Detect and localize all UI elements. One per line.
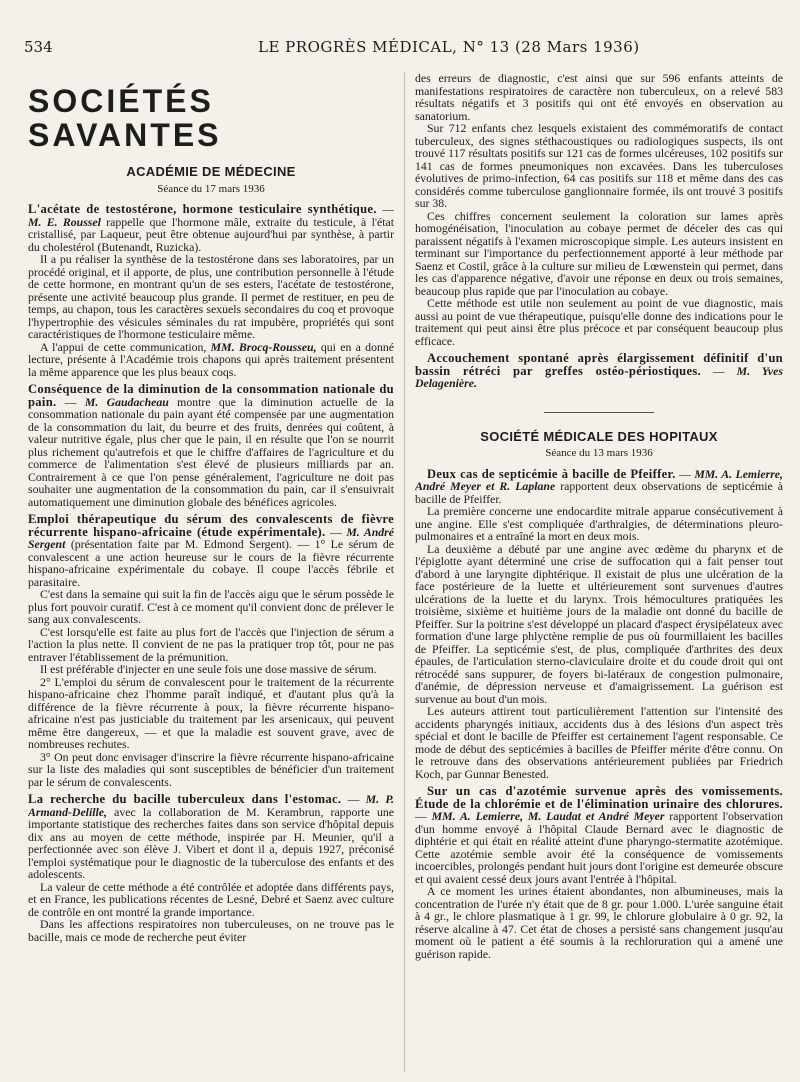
running-header	[0, 38, 800, 58]
article-author: M. Gaudacheau	[84, 394, 169, 409]
paragraph: 3° On peut donc envisager d'inscrire la fièvre récurrente hispano-africaine sur la liste des maladies qui sont susceptibles de bénéficier d'un traitement par le sérum de convalescents.	[28, 749, 394, 789]
page-number: 534	[24, 38, 53, 56]
left-column	[28, 72, 394, 1072]
article-body: montre que la diminution actuelle de la consommation nationale du pain ayant été compensée par une augmentation de la consommation du lait, du beurre et des fruits, denrées qui coûtent, à valeur nutritive égale, plus cher que le pain, il en résulte que l'on se nourrit plus richement qu'autrefois et que le chiffre d'affaires de l'agriculture et du commerce de l'alimentation s'est élevé de plusieurs milliards par an. Contrairement à ce que l'on pense généralement, l'agriculture ne doit pas souhaiter une augmentation de la consommation du pain, car il s'ensuivrait automatiquement une diminution globale des bénéfices agricoles.	[28, 394, 394, 509]
column-divider	[404, 72, 405, 1072]
paragraph: La valeur de cette méthode a été contrôlée et adoptée dans différents pays, et en France, les publications récentes de Lesné, Debré et Saenz avec culture de contrôle en ont montré la grande importance.	[28, 879, 394, 919]
article-bacille: La recherche du bacille tuberculeux dans l'estomac. — M. P. Armand-Delille, avec la collaboration de M. Kerambrun, rapporte une importante statistique des recherches faites dans son service d'hôpital depuis dix ans au moyen de cette méthode, inspirée par H. Meunier, qu'il a perfectionnée avec son élève J. Vibert et dont il a, depuis 1927, préconisé l'emploi systématique pour le diagnostic de la tuberculose des enfants et des adolescents. La valeur de cette méthode a été contrôlée et adoptée dans différents pays, et en France, les publications récentes de Lesné, Debré et Saenz avec culture de contrôle en ont montré la grande importance. Dans les affections respiratoires non tuberculeuses, on ne trouve pas le bacille, mais ce mode de recherche peut éviter	[28, 792, 394, 944]
paragraph: qui en a donné lecture, présente à l'Académie trois chapons qui après traitement présentent la même apparence que les plus beaux coqs.	[28, 339, 394, 379]
session-date-hopitaux: Séance du 13 mars 1936	[545, 447, 653, 459]
journal-title: LE PROGRÈS MÉDICAL, N° 13 (28 Mars 1936)	[258, 38, 640, 56]
article-title: L'acétate de testostérone, hormone testiculaire synthétique.	[28, 202, 377, 216]
paragraph: Il a pu réaliser la synthèse de la testostérone dans ses laboratoires, par un procédé original, et il apporte, de plus, une contribution personnelle à l'étude de cette hormone, en montrant qu'un de ses esters, l'acétate de testostérone, présente une activité beaucoup plus grande. Il permet de restituer, en peu de temps, au chapon, tous les caractères sexuels secondaires du coq et provoque l'hypertrophie des vésicules séminales du rat impubère, propriétés qui sont caractéristiques de l'hormone testiculaire même.	[28, 252, 394, 341]
paragraph: Les auteurs attirent tout particulièrement l'attention sur l'intensité des accidents pharyngés initiaux, accidents dus à des lésions d'un aspect très spécial et dont le bacille de Pfeiffer est certainement l'agent responsable. Ce mode de début des septicémies à bacilles de Pfeiffer mérite d'être connu. On le retrouve dans des observations antérieurement publiées par Friedrich Koch, par Gunnar Benested.	[415, 704, 783, 781]
paragraph: C'est dans la semaine qui suit la fin de l'accès aigu que le sérum possède le plus fort pouvoir curatif. C'est à ce moment qu'il convient donc de prélever le sang aux convalescents.	[28, 587, 394, 626]
article-body: rapportent deux observations de septicémie à bacille de Pfeiffer.	[415, 479, 783, 506]
paragraph: Sur 712 enfants chez lesquels existaient des commémoratifs de contact tuberculeux, des signes stéthacoustiques ou radiologiques suspects, ils ont trouvé 117 résultats positifs sur 121 cas de formes ulcéreuses, 102 positifs sur 141 cas de formes pneumoniques non excavées. Dans les tuberculoses évolutives de primo-infection, 64 cas positifs sur 118 et même dans des cas considérés comme tuberculose ganglionnaire formée, ils ont trouvé 3 positifs sur 38.	[415, 121, 783, 210]
session-date-academie: Séance du 17 mars 1936	[157, 182, 265, 195]
section-banner: SOCIÉTÉS SAVANTES	[28, 83, 222, 153]
article-title: Conséquence de la diminution de la consommation nationale du pain.	[28, 382, 394, 409]
article-author: MM. Brocq-Rousseu,	[210, 339, 317, 354]
right-column	[415, 72, 783, 1072]
paragraph: Cette méthode est utile non seulement au point de vue diagnostic, mais aussi au point de vue thérapeutique, puisqu'elle donne des indications pour le traitement qui peut ainsi être plus précoce et par conséquent beaucoup plus efficace.	[415, 296, 783, 348]
article-author: M. P. Armand-Delille,	[28, 792, 394, 819]
article-accouchement: Accouchement spontané après élargissement définitif d'un bassin rétréci par greffes ostéo-périostiques. — M. Yves Delagenière.	[415, 351, 783, 390]
article-body: rappelle que l'hormone mâle, extraite du testicule, à l'état cristallisé, par Laqueur, peut être obtenue aujourd'hui par synthèse, à partir du cholestérol (Butenandt, Ruzicka).	[28, 214, 394, 254]
article-body: rapportent l'observation d'un homme envoyé à l'hôpital Claude Bernard avec le diagnostic de diphtérie et qui était en réalité atteint d'une pharyngo-stermatite azotémique. Cette azotémie semble avoir été la conséquence de vomissements incoercibles, prolongés pendant huit jours dont l'origine est demeurée obscure et qui avaient cessé deux jours avant l'entrée à l'hôpital.	[415, 809, 783, 886]
article-author: MM. A. Lemierre, André Meyer et R. Laplane	[415, 466, 783, 493]
article-pain: Conséquence de la diminution de la consommation nationale du pain. — M. Gaudacheau montre que la diminution actuelle de la consommation nationale du pain ayant été compensée par une augmentation de la consommation du lait, du beurre et des fruits, denrées qui coûtent, à valeur nutritive égale, plus cher que le pain, il en résulte que l'on se nourrit plus richement qu'autrefois et que le chiffre d'affaires de l'agriculture et du commerce de l'alimentation s'est élevé de plusieurs milliards par an. Contrairement à ce que l'on pense généralement, l'agriculture ne doit pas souhaiter une augmentation de la consommation du pain, car il s'ensuivrait automatiquement une diminution globale des bénéfices agricoles.	[28, 382, 394, 509]
paragraph: C'est lorsqu'elle est faite au plus fort de l'accès que l'injection de sérum a l'action la plus nette. Il convient de ne pas la pratiquer trop tôt, pour ne pas entraver l'établissement de la prémunition.	[28, 624, 394, 664]
article-body: (présentation faite par M. Edmond Sergent). — 1° Le sérum de convalescent a une action heureuse sur le cours de la fièvre récurrente hispano-africaine expérimentale du cobaye. Il coupe l'accès fébrile et parasitaire.	[28, 537, 394, 589]
article-author: M. E. Roussel	[28, 214, 101, 229]
article-pfeiffer: Deux cas de septicémie à bacille de Pfeiffer. — MM. A. Lemierre, André Meyer et R. Laplane rapportent deux observations de septicémie à bacille de Pfeiffer. La première concerne une endocardite mitrale apparue consécutivement à une angine. Elle s'est compliquée d'arthralgies, de déterminations pleuro-pulmonaires et a entraîné la mort en deux mois. La deuxième a débuté par une angine avec œdème du pharynx et de l'épiglotte ayant déterminé une crise de suffocation qui a fait penser tout d'abord à une laryngite diphtérique. Il existait de plus une ulcération de la face postérieure de la luette et ultérieurement sont survenues d'autres ulcérations de la luette et du larynx. Trois hémocultures pratiquées les troisième, sixième et huitième jours de la maladie ont donné du bacille de Pfeiffer. Sur la poitrine s'est développé un placard d'aspect érysipélateux avec formation d'une large phlyctène remplie de pus où fourmillaient les bacilles de Pfeiffer. La septicémie s'est, de plus, compliquée d'arthrites des deux épaules, de l'articulation sterno-claviculaire droite et du coude droit qui ont rétrocédé sans suppurer, de foyers bi-latéraux de congestion pulmonaire, d'anémie, de dépression nerveuse et d'amaigrissement. La guérison est survenue au bout d'un mois. Les auteurs attirent tout particulièrement l'attention sur l'intensité des accidents pharyngés initiaux, accidents dus à des lésions d'un aspect très spécial et dont le bacille de Pfeiffer est certainement l'agent responsable. Ce mode de début des septicémies à bacilles de Pfeiffer mérite d'être connu. On le retrouve dans des observations antérieurement publiées par Friedrich Koch, par Gunnar Benested.	[415, 466, 783, 781]
section-title-academie: ACADÉMIE DE MÉDECINE	[126, 164, 296, 179]
paragraph: Il est préférable d'injecter en une seule fois une dose massive de sérum.	[40, 662, 377, 676]
paragraph: 2° L'emploi du sérum de convalescent pour le traitement de la récurrente hispano-africaine chez l'homme paraît indiqué, et d'autant plus qu'à la différence de la fièvre récurrente à poux, la fièvre récurrente hispano-africaine n'est pas justiciable du traitement par les arsenicaux, qui peuvent même être dangereux, — et que la maladie est souvent grave, avec de nombreuses rechutes.	[28, 674, 394, 751]
article-author: MM. A. Lemierre, M. Laudat et André Meyer	[431, 809, 665, 823]
paragraph: A l'appui de cette communication,	[40, 339, 207, 354]
article-author: M. Yves Delagenière.	[415, 363, 783, 390]
section-separator	[544, 412, 654, 413]
section-title-hopitaux: SOCIÉTÉ MÉDICALE DES HOPITAUX	[480, 428, 718, 444]
article-title: Sur un cas d'azotémie survenue après des vomissements. Étude de la chlorémie et de l'élimination urinaire des chlorures.	[415, 784, 783, 811]
paragraph: Ces chiffres concernent seulement la coloration sur lames après homogénéisation, l'inoculation au cobaye permet de déceler des cas qui paraissent négatifs à l'examen microscopique simple. Les auteurs insistent en terminant sur l'importance du perfectionnement apporté à leur méthode par Saenz et Costil, grâce à la culture sur milieu de Lœwenstein qui permet, dans les cas d'apparence négative, d'avoir une réponse en deux ou trois semaines, beaucoup plus rapide que par l'inoculation au cobaye.	[415, 208, 783, 298]
article-title: La recherche du bacille tuberculeux dans l'estomac.	[28, 792, 342, 806]
paragraph: La deuxième a débuté par une angine avec œdème du pharynx et de l'épiglotte ayant déterminé une crise de suffocation qui a fait penser tout d'abord à une laryngite diphtérique. Il existait de plus une ulcération de la face postérieure de la luette et ultérieurement sont survenues d'autres ulcérations de la luette et du larynx. Trois hémocultures pratiquées les troisième, sixième et huitième jours de la maladie ont donné du bacille de Pfeiffer. Sur la poitrine s'est développé un placard d'aspect érysipélateux avec formation d'une large phlyctène remplie de pus où fourmillaient les bacilles de Pfeiffer. La septicémie s'est, de plus, compliquée d'arthrites des deux épaules, de l'articulation sterno-claviculaire droite et du coude droit qui ont rétrocédé sans suppurer, de foyers bi-latéraux de congestion pulmonaire, d'anémie, de dépression nerveuse et d'amaigrissement. La guérison est survenue au bout d'un mois.	[415, 541, 783, 706]
article-serum: Emploi thérapeutique du sérum des convalescents de fièvre récurrente hispano-africaine (étude expérimentale). — M. André Sergent (présentation faite par M. Edmond Sergent). — 1° Le sérum de convalescent a une action heureuse sur le cours de la fièvre récurrente hispano-africaine expérimentale du cobaye. Il coupe l'accès fébrile et parasitaire. C'est dans la semaine qui suit la fin de l'accès aigu que le sérum possède le plus fort pouvoir curatif. C'est à ce moment qu'il convient donc de prélever le sang aux convalescents. C'est lorsqu'elle est faite au plus fort de l'accès que l'injection de sérum a l'action la plus nette. Il convient de ne pas la pratiquer trop tôt, pour ne pas entraver l'établissement de la prémunition. Il est préférable d'injecter en une seule fois une dose massive de sérum. 2° L'emploi du sérum de convalescent pour le traitement de la récurrente hispano-africaine chez l'homme paraît indiqué, et d'autant plus qu'à la différence de la fièvre récurrente à poux, la fièvre récurrente hispano-africaine n'est pas justiciable du traitement par les arsenicaux, qui peuvent même être dangereux, — et que la maladie est souvent grave, avec de nombreuses rechutes. 3° On peut donc envisager d'inscrire la fièvre récurrente hispano-africaine sur la liste des maladies qui sont susceptibles de bénéficier d'un traitement par le sérum de convalescents.	[28, 512, 394, 789]
article-title: Emploi thérapeutique du sérum des convalescents de fièvre récurrente hispano-africaine (étude expérimentale).	[28, 512, 394, 539]
article-body: avec la collaboration de M. Kerambrun, rapporte une importante statistique des recherches faites dans son service d'hôpital depuis dix ans au moyen de cette méthode, inspirée par H. Meunier, qu'il a perfectionnée avec son élève J. Vibert et dont il a, depuis 1927, préconisé l'emploi systématique pour le diagnostic de la tuberculose des enfants et des adolescents.	[28, 804, 394, 881]
paragraph: des erreurs de diagnostic, c'est ainsi que sur 596 enfants atteints de manifestations respiratoires de caractère non tuberculeux, on a relevé 583 résultats négatifs et 3 positifs qui ont été envoyés en observation au sanatorium.	[415, 72, 783, 123]
article-azotemie: Sur un cas d'azotémie survenue après des vomissements. Étude de la chlorémie et de l'élimination urinaire des chlorures. — MM. A. Lemierre, M. Laudat et André Meyer rapportent l'observation d'un homme envoyé à l'hôpital Claude Bernard avec le diagnostic de diphtérie et qui était en réalité atteint d'une pharyngo-stermatite azotémique. Cette azotémie semble avoir été la conséquence de vomissements incoercibles, prolongés pendant huit jours dont l'origine est demeurée obscure et qui avaient cessé deux jours avant l'entrée à l'hôpital. A ce moment les urines étaient abondantes, non albumineuses, mais la concentration de l'urée n'y était que de 8 gr. pour 1.000. L'urée sanguine était à 4 gr., le chlore plasmatique à 1 gr. 99, le chlorure globulaire à 0 gr. 92, la réserve alcaline à 47. Cet état de choses a persisté sans changement jusqu'au moment où le patient a été soumis à la rechloruration qui a amené une guérison rapide.	[415, 784, 783, 961]
article-title: Deux cas de septicémie à bacille de Pfeiffer.	[427, 466, 676, 481]
paragraph: A ce moment les urines étaient abondantes, non albumineuses, mais la concentration de l'urée n'y était que de 8 gr. pour 1.000. L'urée sanguine était à 4 gr., le chlore plasmatique à 1 gr. 99, le chlorure globulaire à 0 gr. 92, la réserve alcaline à 47. Cet état de choses a persisté sans changement jusqu'au moment où le patient a été soumis à la rechloruration qui a amené une guérison rapide.	[415, 884, 783, 961]
article-author: M. André Sergent	[28, 524, 394, 551]
paragraph: La première concerne une endocardite mitrale apparue consécutivement à une angine. Elle s'est compliquée d'arthralgies, de déterminations pleuro-pulmonaires et a entraîné la mort en deux mois.	[415, 504, 783, 543]
article-testosterone: L'acétate de testostérone, hormone testiculaire synthétique. — M. E. Roussel rappelle que l'hormone mâle, extraite du testicule, à l'état cristallisé, par Laqueur, peut être obtenue aujourd'hui par synthèse, à partir du cholestérol (Butenandt, Ruzicka). Il a pu réaliser la synthèse de la testostérone dans ses laboratoires, par un procédé original, et il apporte, de plus, une contribution personnelle à l'étude de cette hormone, en montrant qu'un de ses esters, l'acétate de testostérone, présente une activité beaucoup plus grande. Il permet de restituer, en peu de temps, au chapon, tous les caractères sexuels secondaires du coq et provoque l'hypertrophie des vésicules séminales du rat impubère, propriétés qui sont caractéristiques de l'hormone testiculaire même. A l'appui de cette communication, MM. Brocq-Rousseu, qui en a donné lecture, présente à l'Académie trois chapons qui après traitement présentent la même apparence que les plus beaux coqs.	[28, 202, 394, 379]
paragraph: Dans les affections respiratoires non tuberculeuses, on ne trouve pas le bacille, mais ce mode de recherche peut éviter	[28, 917, 394, 944]
article-title: Accouchement spontané après élargissement définitif d'un bassin rétréci par greffes ostéo-périostiques.	[415, 351, 783, 378]
